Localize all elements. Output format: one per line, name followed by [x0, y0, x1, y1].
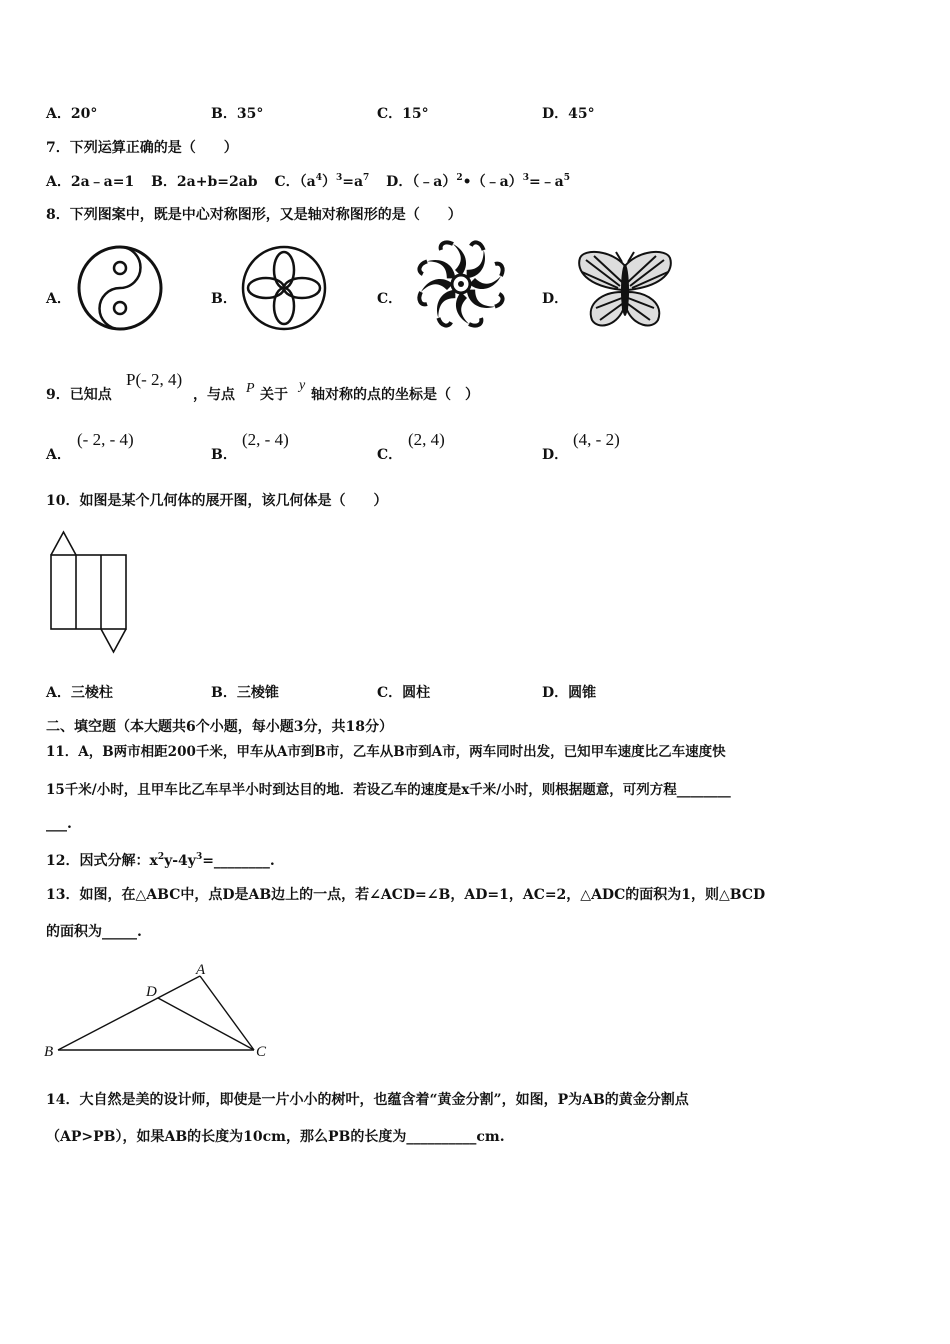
q9-prefix: 9．已知点	[46, 387, 112, 403]
q7-option-d: D．$(﹣a)^2•(﹣a)^3=﹣a^5$	[386, 173, 571, 190]
q9-point: P(- 2, 4)	[126, 370, 183, 389]
q7-stem: 7．下列运算正确的是（ ）	[46, 140, 238, 156]
q9-label-d: D．	[542, 447, 569, 463]
q10-stem: 10．如图是某个几何体的展开图，该几何体是（ ）	[46, 493, 388, 509]
q10-option-c: C．圆柱	[377, 685, 431, 701]
yin-yang-figure	[72, 243, 168, 333]
q9-suffix: 轴对称的点的坐标是（ ）	[311, 387, 479, 403]
q6-option-b: B．35°	[211, 106, 264, 122]
section-2-heading: 二、填空题（本大题共6个小题，每小题3分，共18分）	[46, 719, 393, 735]
q12: 12．因式分解：$x^2y-4y^3=\_\_\_\_\_\_\_\_$.	[46, 852, 275, 869]
q8-label-b: B．	[211, 291, 237, 307]
q10-option-a: A．三棱柱	[46, 685, 113, 701]
q7-option-c: C．$(a^4)^3=a^7$	[274, 173, 370, 190]
four-petal-circle-figure	[238, 244, 336, 332]
label-a: A	[196, 962, 206, 978]
label-c: C	[256, 1044, 267, 1060]
prism-net-figure	[46, 530, 132, 654]
q9-answer-c: (2, 4)	[408, 430, 445, 449]
q11-line1: 11．A，B两市相距200千米，甲车从A市到B市，乙车从B市到A市，两车同时出发，已知甲车速度比乙车速度快	[46, 744, 726, 760]
q8-label-d: D．	[542, 291, 569, 307]
q10-option-b: B．三棱锥	[211, 685, 279, 701]
q10-option-d: D．圆锥	[542, 685, 597, 701]
q11-line2: 15千米/小时，且甲车比乙车早半小时到达目的地．若设乙车的速度是x千米/小时，则根据题意，可列方程________	[46, 782, 731, 798]
q8-stem: 8．下列图案中，既是中心对称图形，又是轴对称图形的是（ ）	[46, 207, 462, 223]
q14-line2: （AP>PB），如果AB的长度为10cm，那么PB的长度为__________cm.	[46, 1129, 505, 1145]
q13-line2: 的面积为_____.	[46, 924, 142, 940]
q7-option-a: A．2a﹣a=1	[46, 174, 135, 190]
q9-answer-b: (2, - 4)	[242, 430, 289, 449]
q7-option-b: B．2a+b=2ab	[151, 174, 258, 190]
q8-label-a: A．	[46, 291, 71, 307]
butterfly-figure	[572, 248, 678, 332]
label-b: B	[44, 1044, 54, 1060]
q8-label-c: C．	[377, 291, 403, 307]
q6-option-d: D．45°	[542, 106, 595, 122]
q7-options	[46, 171, 570, 191]
q9-mid: ，与点	[193, 387, 235, 403]
q9-answer-a: (- 2, - 4)	[77, 430, 134, 449]
q9-label-b: B．	[211, 447, 237, 463]
q9-answer-d: (4, - 2)	[573, 430, 620, 449]
q6-option-c: C．15°	[377, 106, 429, 122]
q9-label-a: A．	[46, 447, 71, 463]
q9-p: P	[246, 381, 255, 396]
pinwheel-flower-figure	[408, 236, 514, 332]
label-d: D	[146, 984, 157, 1000]
q6-option-a: A．20°	[46, 106, 98, 122]
q9-about: 关于	[260, 387, 288, 403]
q11-line3: ___.	[46, 816, 72, 832]
q9-y: y	[299, 378, 306, 393]
q9-label-c: C．	[377, 447, 403, 463]
q13-line1: 13．如图，在△ABC中，点D是AB边上的一点，若∠ACD=∠B，AD=1，AC=2，△ADC的面积为1，则△BCD	[46, 887, 766, 903]
triangle-abc-figure	[40, 958, 280, 1068]
q14-line1: 14．大自然是美的设计师，即使是一片小小的树叶，也蕴含着“黄金分割”，如图，P为AB的黄金分割点	[46, 1092, 689, 1108]
